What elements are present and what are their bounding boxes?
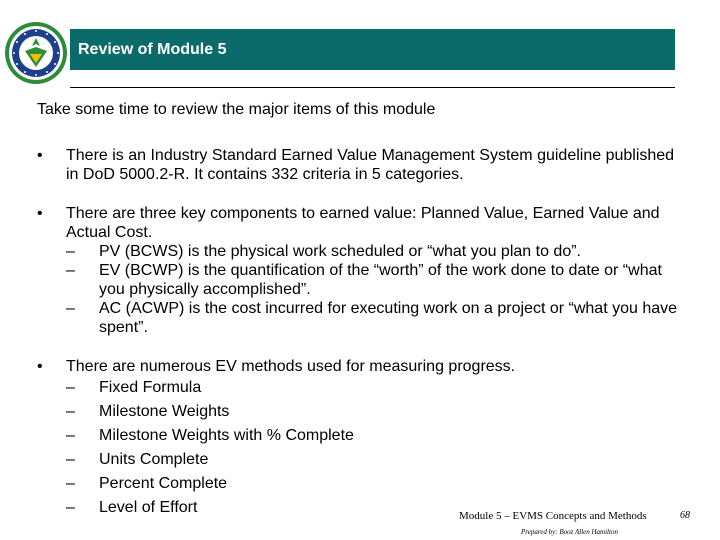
dash-marker: –	[66, 451, 75, 468]
footer-prepared-by: Prepared by: Booz Allen Hamilton	[521, 528, 618, 536]
dash-marker: –	[66, 427, 75, 444]
bullet-text: There are three key components to earned value: Planned Value, Earned Value and Actual Cost.	[66, 205, 660, 241]
slide-body	[37, 146, 687, 540]
doe-seal-icon	[4, 21, 68, 85]
bullet-item	[37, 204, 687, 337]
bullet-marker: •	[37, 147, 43, 164]
sub-item-text: AC (ACWP) is the cost incurred for executing work on a project or “what you have spent”.	[99, 300, 678, 336]
sub-item-text: Fixed Formula	[99, 379, 202, 396]
sub-item-text: Percent Complete	[99, 475, 228, 492]
dash-marker: –	[66, 475, 75, 492]
dash-marker: –	[66, 300, 75, 317]
bullet-text: There are numerous EV methods used for measuring progress.	[66, 358, 516, 375]
sub-item	[66, 400, 687, 424]
dash-marker: –	[66, 243, 75, 260]
sub-item	[66, 424, 687, 448]
footer-module: Module 5 – EVMS Concepts and Methods	[459, 510, 647, 522]
dash-marker: –	[66, 379, 75, 396]
sub-item-text: Milestone Weights with % Complete	[99, 427, 354, 444]
sub-item	[66, 376, 687, 400]
title-divider	[70, 87, 675, 88]
bullet-marker: •	[37, 358, 43, 375]
dash-marker: –	[66, 262, 75, 279]
sub-item-text: PV (BCWS) is the physical work scheduled or “what you plan to do”.	[99, 243, 581, 260]
slide-title: Review of Module 5	[70, 29, 675, 70]
sub-item	[66, 242, 687, 261]
bullet-item	[37, 146, 687, 184]
sub-item	[66, 472, 687, 496]
sub-item-text: Units Complete	[99, 451, 209, 468]
sub-item-text: Milestone Weights	[99, 403, 230, 420]
bullet-item	[37, 357, 687, 520]
sub-item-text: Level of Effort	[99, 499, 198, 516]
sub-item	[66, 261, 687, 299]
dash-marker: –	[66, 403, 75, 420]
intro-text: Take some time to review the major items of this module	[37, 101, 436, 118]
page-number: 68	[680, 510, 690, 521]
sub-item	[66, 299, 687, 337]
dash-marker: –	[66, 499, 75, 516]
sub-item	[66, 448, 687, 472]
bullet-text: There is an Industry Standard Earned Value Management System guideline published in DoD 5000.2-R. It contains 332 criteria in 5 categories.	[66, 147, 675, 183]
sub-item-text: EV (BCWP) is the quantification of the “worth” of the work done to date or “what you physically accomplished”.	[99, 262, 662, 298]
bullet-marker: •	[37, 205, 43, 222]
